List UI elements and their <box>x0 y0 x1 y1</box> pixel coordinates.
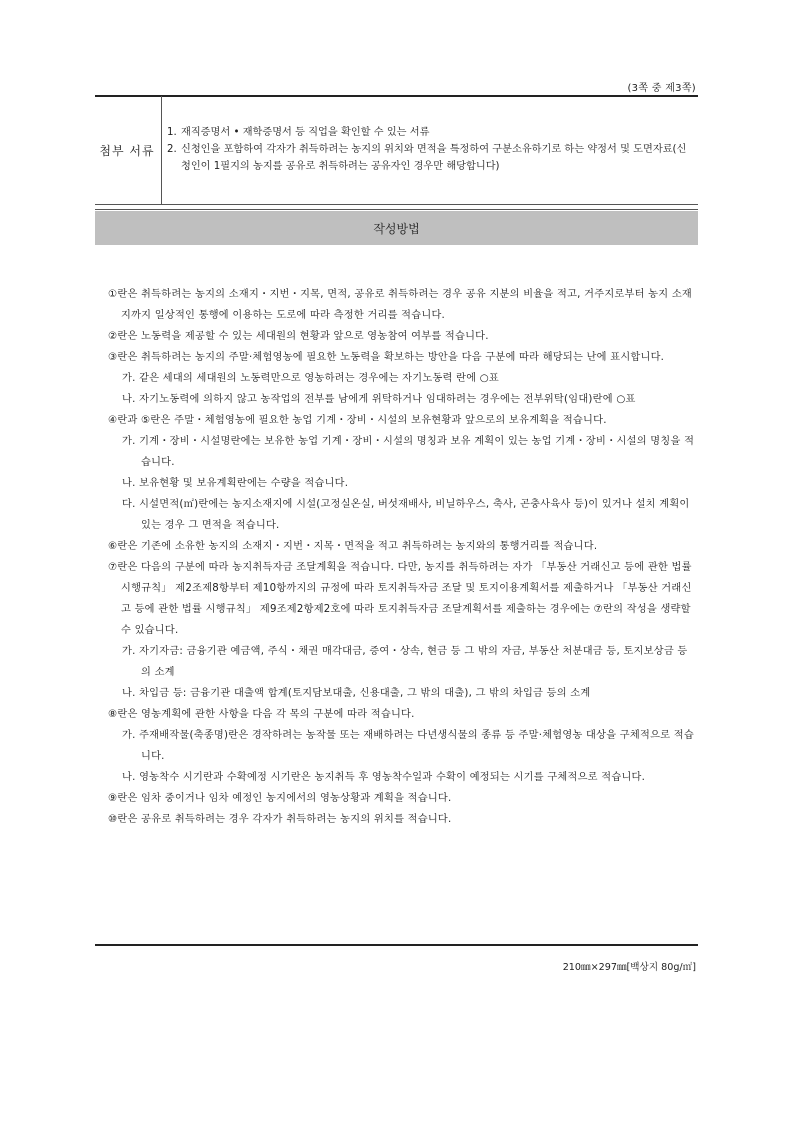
instruction-subitem: 가. 자기자금: 금융기관 예금액, 주식・채권 매각대금, 증여・상속, 현금 등 그 밖의 자금, 부동산 처분대금 등, 토지보상금 등의 소계 <box>122 646 688 678</box>
instruction-item: ④란과 ⑤란은 주말・체험영농에 필요한 농업 기계・장비・시설의 보유현황과 앞으로의 보유계획을 적습니다. <box>108 415 607 426</box>
attachments-label: 첨부 서류 <box>99 143 155 158</box>
instruction-item: ⑦란은 다음의 구분에 따라 농지취득자금 조달계획을 적습니다. 다만, 농지를 취득하려는 자가 「부동산 거래신고 등에 관한 법률 시행규칙」 제2조제8항부터 제10항까지의 규정에 따라 토지취득자금 조달 및 토지이용계획서를 제출하거나 「부동산 거래신고 등에 관한 법률 시행규칙」 제9조제2항제2호에 따라 토지취득자금 조달계획서를 제출하는 경우에는 ⑦란의 작성을 생략할 수 있습니다. <box>108 562 692 636</box>
instruction-subitem: 나. 영농착수 시기란과 수확예정 시기란은 농지취득 후 영농착수일과 수확이 예정되는 시기를 구체적으로 적습니다. <box>122 772 646 783</box>
attachments-section <box>95 96 698 204</box>
attachment-number: 1. <box>167 127 177 138</box>
instructions-title: 작성방법 <box>95 211 698 245</box>
instructions-body <box>108 284 696 830</box>
attachments-bottom-rule <box>95 204 698 205</box>
attachment-text: 신청인을 포함하여 각자가 취득하려는 농지의 위치와 면적을 특정하여 구분소유하기로 하는 약정서 및 도면자료(신청인이 1필지의 농지를 공유로 취득하려는 공유자인 경우만 해당합니다) <box>181 144 687 172</box>
instruction-subitem: 다. 시설면적(㎡)란에는 농지소재지에 시설(고정실온실, 버섯재배사, 비닐하우스, 축사, 곤충사육사 등)이 있거나 설치 계획이 있는 경우 그 면적을 적습니다. <box>122 499 690 531</box>
instruction-item: ⑥란은 기존에 소유한 농지의 소재지・지번・지목・면적을 적고 취득하려는 농지와의 통행거리를 적습니다. <box>108 541 598 552</box>
attachment-text: 재직증명서 • 재학증명서 등 직업을 확인할 수 있는 서류 <box>181 127 430 138</box>
instruction-item: ③란은 취득하려는 농지의 주말·체험영농에 필요한 노동력을 확보하는 방안을 다음 구분에 따라 해당되는 난에 표시합니다. <box>108 352 665 363</box>
instruction-item: ⑩란은 공유로 취득하려는 경우 각자가 취득하려는 농지의 위치를 적습니다. <box>108 814 452 825</box>
instruction-subitem: 가. 기계・장비・시설명란에는 보유한 농업 기계・장비・시설의 명칭과 보유 계획이 있는 농업 기계・장비・시설의 명칭을 적습니다. <box>122 436 695 468</box>
page-number: (3쪽 중 제3쪽) <box>627 83 696 94</box>
attachment-number: 2. <box>167 144 177 155</box>
instruction-subitem: 나. 보유현황 및 보유계획란에는 수량을 적습니다. <box>122 478 349 489</box>
bottom-rule <box>95 944 698 946</box>
instruction-item: ⑧란은 영농계획에 관한 사항을 다음 각 목의 구분에 따라 적습니다. <box>108 709 415 720</box>
instruction-item: ②란은 노동력을 제공할 수 있는 세대원의 현황과 앞으로 영농참여 여부를 적습니다. <box>108 331 489 342</box>
attachment-item <box>167 141 695 175</box>
attachments-list <box>167 124 695 175</box>
instruction-subitem: 나. 자기노동력에 의하지 않고 농작업의 전부를 남에게 위탁하거나 임대하려는 경우에는 전부위탁(임대)란에 ○표 <box>122 394 636 405</box>
instruction-item: ⑨란은 임차 중이거나 임차 예정인 농지에서의 영농상황과 계획을 적습니다. <box>108 793 452 804</box>
instruction-item: ①란은 취득하려는 농지의 소재지・지번・지목, 면적, 공유로 취득하려는 경우 공유 지분의 비율을 적고, 거주지로부터 농지 소재지까지 일상적인 통행에 이용하는 도로에 따라 측정한 거리를 적습니다. <box>108 289 693 321</box>
instruction-subitem: 나. 차입금 등: 금융기관 대출액 합계(토지담보대출, 신용대출, 그 밖의 대출), 그 밖의 차입금 등의 소계 <box>122 688 591 699</box>
attachments-divider <box>161 96 162 204</box>
attachment-item <box>167 124 695 141</box>
paper-spec: 210㎜×297㎜[백상지 80g/㎡] <box>562 962 696 973</box>
instruction-subitem: 가. 주재배작물(축종명)란은 경작하려는 농작물 또는 재배하려는 다년생식물의 종류 등 주말·체험영농 대상을 구체적으로 적습니다. <box>122 730 694 762</box>
instruction-subitem: 가. 같은 세대의 세대원의 노동력만으로 영농하려는 경우에는 자기노동력 란에 ○표 <box>122 373 500 384</box>
banner-top-rule <box>95 209 698 210</box>
